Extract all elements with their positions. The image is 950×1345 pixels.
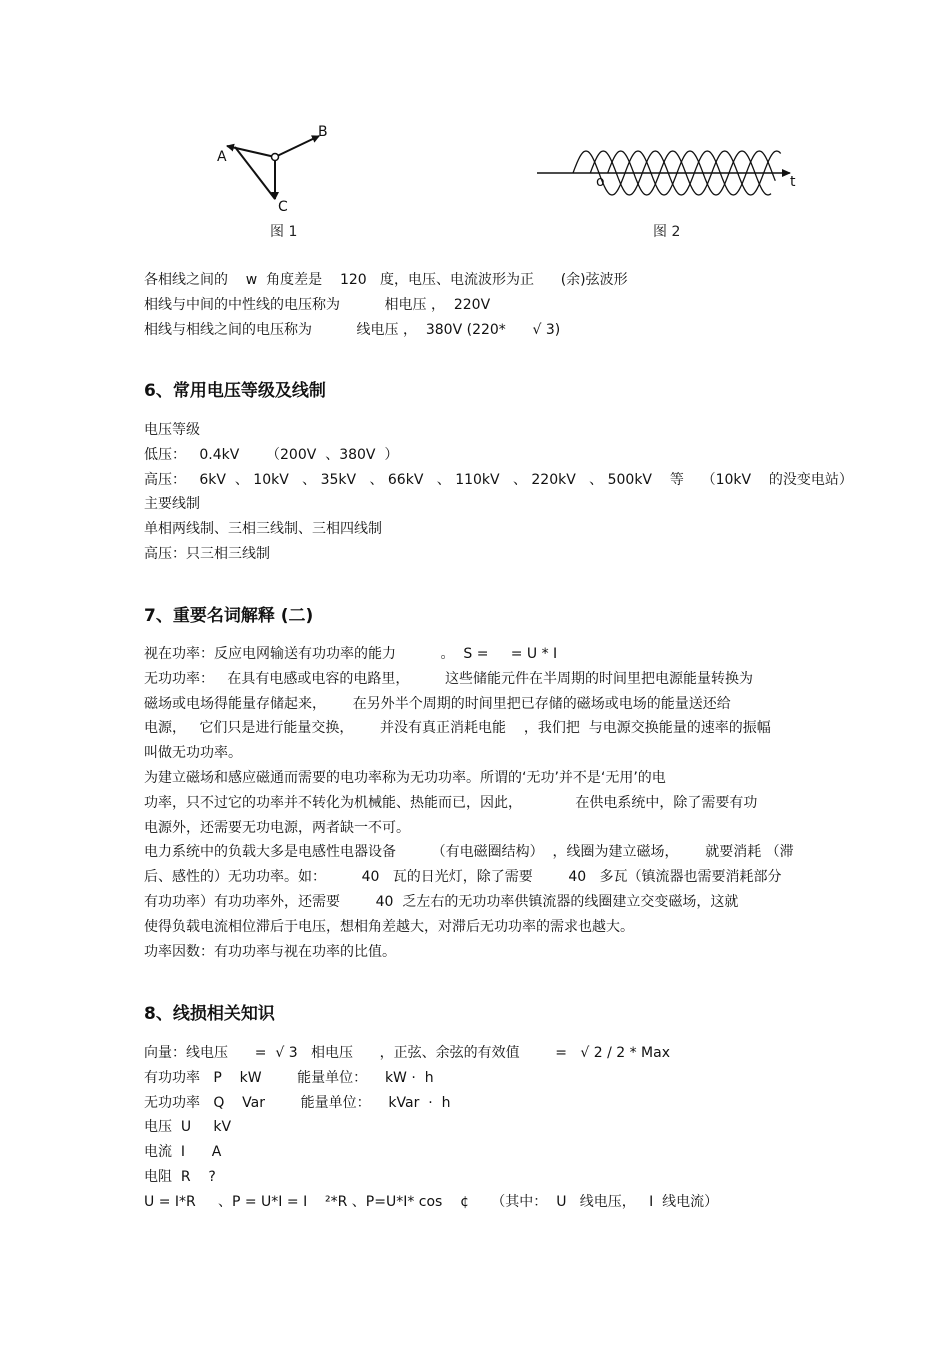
text-line: 高压： 6kV 、 10kV 、 35kV 、 66kV 、 110kV 、 220kV 、 500kV 等 （10kV 的没变电站） [144,471,853,488]
text-line: 相线与中间的中性线的电压称为 相电压 ， 220V [144,296,491,313]
figure-2-caption: 图 2 [653,224,681,240]
text-line: 视在功率：反应电网输送有功功率的能力 。 S = = U * I [144,646,558,662]
figure-1-diagram [205,115,345,215]
text-line: 各相线之间的 w 角度差是 120 度，电压、电流波形为正 (余)弦波形 [144,272,628,288]
label-a: A [217,149,227,165]
phasor-b-line [275,136,319,157]
text-line: 电源， 它们只是进行能量交换， 并没有真正消耗电能 ，我们把 与电源交换能量的速率的振幅 [144,720,771,737]
section-6-body [144,418,853,567]
label-c: C [278,199,288,215]
text-line: 无功功率 Q Var 能量单位： kVar · h [144,1094,451,1111]
text-line: 电流 I A [144,1144,222,1161]
text-line: U = I*R 、P = U*I = I ²*R 、P=U*I* cos ¢ （其中： U 线电压， I 线电流） [144,1193,719,1210]
figure-2 [535,140,805,200]
phasor-a-line [227,146,275,157]
text-line: 电阻 R ? [144,1168,216,1185]
figure-2-diagram [535,140,805,200]
text-line: 有功功率）有功功率外，还需要 40 乏左右的无功功率供镇流器的线圈建立交变磁场，这就 [144,893,739,910]
text-line: 功率因数：有功功率与视在功率的比值。 [144,943,396,960]
text-line: 有功功率 P kW 能量单位： kW · h [144,1069,434,1086]
section-8-heading: 8、线损相关知识 [144,1004,275,1024]
figure-1 [205,115,345,215]
label-origin: o [596,174,605,190]
text-line: 电力系统中的负载大多是电感性电器设备 （有电磁圈结构） ，线圈为建立磁场， 就要消耗 （滞 [144,844,794,861]
section-6-heading: 6、常用电压等级及线制 [144,381,326,401]
text-line: 电压 U kV [144,1119,232,1136]
figure-1-caption: 图 1 [270,224,298,240]
text-line: 磁场或电场得能量存储起来， 在另外半个周期的时间里把已存储的磁场或电场的能量送还给 [144,695,731,712]
text-line: 单相两线制、三相三线制、三相四线制 [144,521,382,538]
text-line: 叫做无功功率。 [144,745,242,762]
text-line: 高压：只三相三线制 [144,545,270,562]
text-line: 向量：线电压 = √ 3 相电压 ，正弦、余弦的有效值 = √ 2 / 2 * Max [144,1045,670,1061]
label-b: B [318,124,328,140]
text-line: 为建立磁场和感应磁通而需要的电功率称为无功功率。所谓的‘无功’并不是‘无用’的电 [144,769,666,786]
text-line: 功率，只不过它的功率并不转化为机械能、热能而已，因此， 在供电系统中，除了需要有功 [144,794,758,811]
text-line: 后、感性的）无功功率。如： 40 瓦的日光灯，除了需要 40 多瓦（镇流器也需要消耗部分 [144,869,782,886]
text-line: 相线与相线之间的电压称为 线电压 ， 380V (220* √ 3) [144,321,561,338]
text-line: 低压： 0.4kV （200V 、380V ） [144,446,399,463]
text-line: 主要线制 [144,496,200,513]
phase-description [144,268,824,342]
text-line: 无功功率： 在具有电感或电容的电路里， 这些储能元件在半周期的时间里把电源能量转换为 [144,670,753,687]
text-line: 使得负载电流相位滞后于电压，想相角差越大，对滞后无功功率的需求也越大。 [144,918,634,935]
section-8-body [144,1041,824,1215]
text-line: 电压等级 [144,422,200,438]
section-7-heading: 7、重要名词解释 (二) [144,606,314,626]
neutral-point [272,154,279,161]
section-7-body [144,642,824,964]
text-line: 电源外，还需要无功电源，两者缺一不可。 [144,819,410,836]
label-time: t [790,174,796,190]
